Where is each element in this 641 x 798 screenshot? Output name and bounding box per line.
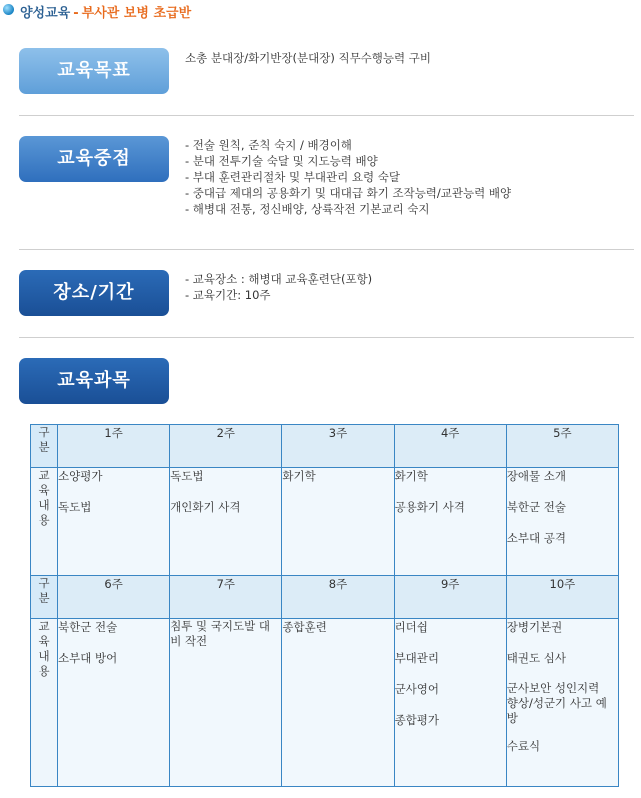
subject-item: 침투 및 국지도발 대비 작전	[170, 619, 271, 648]
table-week-row	[31, 425, 619, 468]
content-cell	[282, 619, 394, 787]
table-content-row	[31, 619, 619, 787]
content-cell	[394, 468, 506, 576]
focus-list	[185, 137, 511, 217]
place-section-label: 장소/기간	[19, 270, 169, 316]
divider	[19, 337, 634, 338]
divider	[19, 249, 634, 250]
place-item: - 교육기간: 10주	[185, 288, 271, 302]
content-cell	[58, 468, 170, 576]
subject-item: 공용화기 사격	[394, 500, 465, 514]
subject-item: 종합훈련	[282, 620, 327, 634]
subject-item: 리더쉽	[394, 620, 428, 634]
focus-section-label: 교육중점	[19, 136, 169, 182]
subject-item: 개인화기 사격	[170, 500, 241, 514]
subjects-section-label: 교육과목	[19, 358, 169, 404]
focus-item: - 분대 전투기술 숙달 및 지도능력 배양	[185, 154, 378, 168]
week-header: 10주	[506, 576, 618, 619]
table-content-row	[31, 468, 619, 576]
week-header: 8주	[282, 576, 394, 619]
subject-item: 독도법	[58, 500, 92, 514]
subject-item: 장애물 소개	[506, 469, 566, 483]
content-cell	[394, 619, 506, 787]
week-header: 1주	[58, 425, 170, 468]
subject-item: 북한군 전술	[506, 500, 566, 514]
week-header: 2주	[170, 425, 282, 468]
week-header: 4주	[394, 425, 506, 468]
title-course: 부사관 보병 초급반	[81, 6, 192, 21]
subject-item: 소부대 방어	[58, 651, 118, 665]
content-cell	[282, 468, 394, 576]
subject-item: 태권도 심사	[506, 651, 566, 665]
week-header: 9주	[394, 576, 506, 619]
subject-item: 군사보안 성인지력 향상/성군기 사고 예방	[506, 681, 607, 725]
subject-item: 종합평가	[394, 713, 439, 727]
focus-item: - 부대 훈련관리절차 및 부대관리 요령 숙달	[185, 170, 400, 184]
week-header: 6주	[58, 576, 170, 619]
focus-item: - 해병대 전통, 정신배양, 상륙작전 기본교리 숙지	[185, 202, 430, 216]
goal-text: 소총 분대장/화기반장(분대장) 직무수행능력 구비	[185, 51, 431, 65]
content-cell	[58, 619, 170, 787]
category-header: 구 분	[31, 576, 58, 619]
content-cell	[170, 619, 282, 787]
content-cell	[170, 468, 282, 576]
place-list	[185, 271, 372, 303]
subject-item: 화기학	[282, 469, 316, 483]
subject-item: 소부대 공격	[506, 531, 566, 545]
bullet-icon	[3, 4, 14, 15]
content-header: 교 육 내 용	[31, 468, 58, 576]
focus-item: - 전술 원칙, 준칙 숙지 / 배경이해	[185, 138, 352, 152]
place-item: - 교육장소 : 해병대 교육훈련단(포항)	[185, 272, 373, 286]
goal-section-label: 교육목표	[19, 48, 169, 94]
title-category: 양성교육	[20, 6, 71, 21]
content-cell	[506, 619, 618, 787]
title-separator: -	[73, 6, 79, 21]
page-title-bar	[0, 0, 641, 20]
focus-item: - 중대급 제대의 공용화기 및 대대급 화기 조작능력/교관능력 배양	[185, 186, 512, 200]
subject-item: 독도법	[170, 469, 204, 483]
subject-item: 북한군 전술	[58, 620, 118, 634]
schedule-table	[30, 424, 619, 787]
page-title	[20, 2, 191, 21]
week-header: 5주	[506, 425, 618, 468]
subject-item: 수료식	[506, 739, 541, 753]
week-header: 3주	[282, 425, 394, 468]
week-header: 7주	[170, 576, 282, 619]
subject-item: 군사영어	[394, 682, 439, 696]
divider	[19, 115, 634, 116]
subject-item: 화기학	[394, 469, 428, 483]
table-week-row	[31, 576, 619, 619]
category-header: 구 분	[31, 425, 58, 468]
subject-item: 부대관리	[394, 651, 439, 665]
subject-item: 장병기본권	[506, 620, 563, 634]
content-cell	[506, 468, 618, 576]
subject-item: 소양평가	[58, 469, 103, 483]
content-header: 교 육 내 용	[31, 619, 58, 787]
